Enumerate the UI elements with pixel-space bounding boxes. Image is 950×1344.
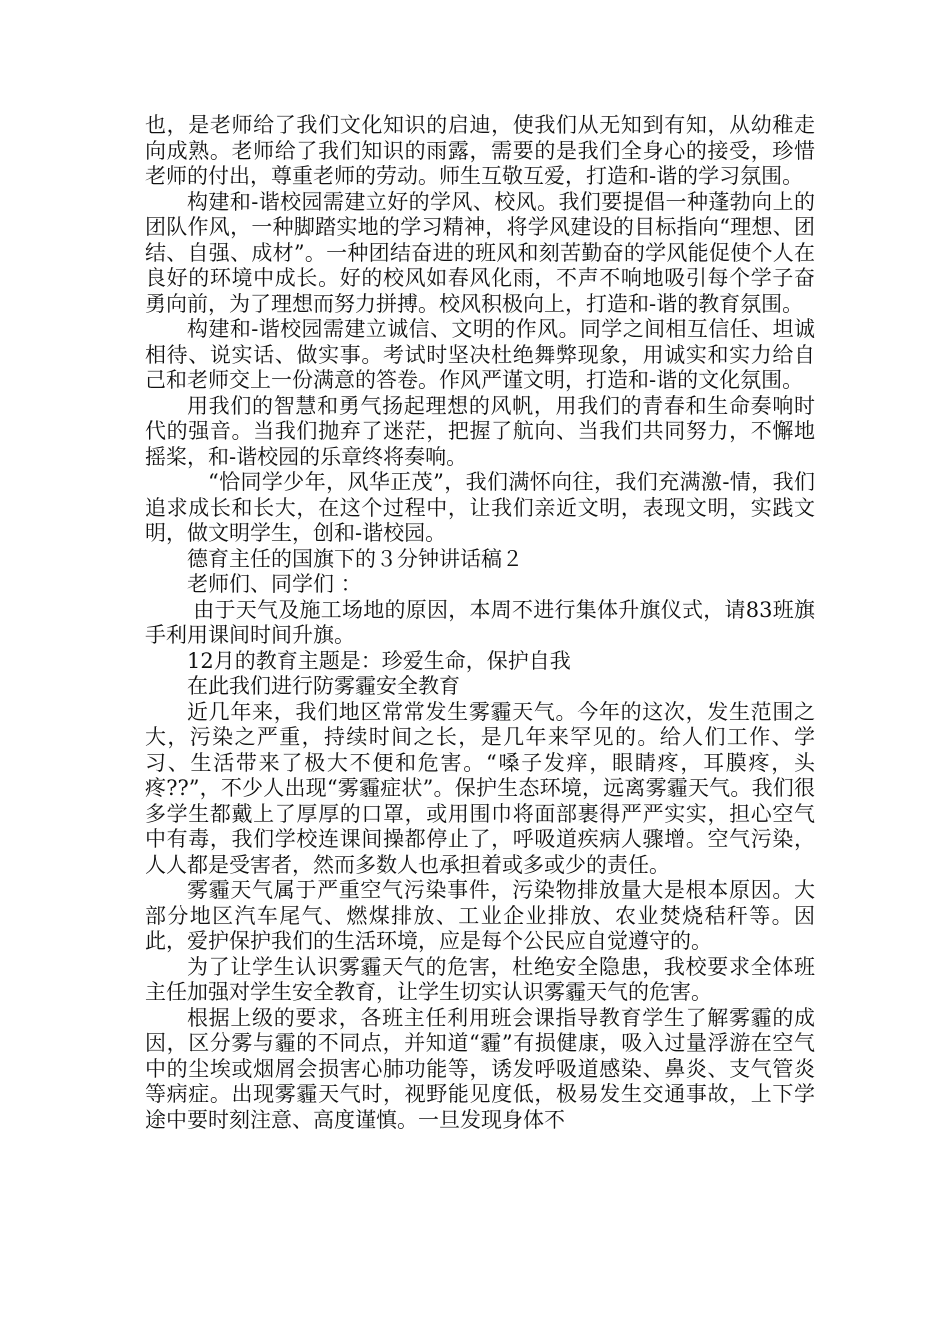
paragraph-class-guidance: 根据上级的要求，各班主任利用班会课指导教育学生了解雾霾的成因，区分雾与霾的不同点，并知道“霾”有损健康，吸入过量浮游在空气中的尘埃或烟屑会损害心肺功能等，诱发呼吸道感染、鼻炎、支气管炎等病症。出现雾霾天气时，视野能见度低，极易发生交通事故，上下学途中要时刻注意、高度谨慎。一旦发现身体不	[145, 1005, 815, 1132]
paragraph-study-style: 构建和-谐校园需建立好的学风、校风。我们要提倡一种蓬勃向上的团队作风，一种脚踏实地的学习精神，将学风建设的目标指向“理想、团结、自强、成材”。一种团结奋进的班风和刻苦勤奋的学风能促使个人在良好的环境中成长。好的校风如春风化雨，不声不响地吸引每个学子奋勇向前，为了理想而努力拼搏。校风积极向上，打造和-谐的教育氛围。	[145, 189, 815, 316]
paragraph-education-theme: 12月的教育主题是：珍爱生命，保护自我	[187, 648, 571, 673]
paragraph-youth-quote: “恰同学少年，风华正茂”，我们满怀向往，我们充满激-情，我们追求成长和长大，在这个过程中，让我们亲近文明，表现文明，实践文明，做文明学生，创和-谐校园。	[145, 470, 815, 545]
paragraph-smog-cause: 雾霾天气属于严重空气污染事件，污染物排放量大是根本原因。大部分地区汽车尾气、燃煤排放、工业企业排放、农业焚烧秸秆等。因此，爱护保护我们的生活环境，应是每个公民应自觉遵守的。	[145, 878, 815, 953]
section-title-speech-2: 德育主任的国旗下的３分钟讲话稿２	[187, 546, 523, 571]
paragraph-smog-education: 在此我们进行防雾霾安全教育	[187, 674, 460, 698]
paragraph-ideal-sail: 用我们的智慧和勇气扬起理想的风帆，用我们的青春和生命奏响时代的强音。当我们抛弃了迷茫，把握了航向、当我们共同努力，不懈地摇桨，和-谐校园的乐章终将奏响。	[145, 393, 815, 469]
paragraph-greeting: 老师们、同学们 ：	[187, 572, 362, 596]
paragraph-integrity-style: 构建和-谐校园需建立诚信、文明的作风。同学之间相互信任、坦诚相待、说实话、做实事。考试时坚决杜绝舞弊现象，用诚实和实力给自己和老师交上一份满意的答卷。作风严谨文明，打造和-谐的文化氛围。	[145, 317, 815, 392]
paragraph-teacher-enlightenment: 也，是老师给了我们文化知识的启迪，使我们从无知到有知，从幼稚走向成熟。老师给了我们知识的雨露，需要的是我们全身心的接受，珍惜老师的付出，尊重老师的劳动。师生互敬互爱，打造和-谐的学习氛围。	[145, 113, 815, 188]
paragraph-smog-weather: 近几年来，我们地区常常发生雾霾天气。今年的这次，发生范围之大，污染之严重，持续时间之长，是几年来罕见的。给人们工作、学习、生活带来了极大不便和危害。“嗓子发痒，眼睛疼，耳膜疼，头疼??”，不少人出现“雾霾症状”。保护生态环境，远离雾霾天气。我们很多学生都戴上了厚厚的口罩，或用围巾将面部裹得严严实实，担心空气中有毒，我们学校连课间操都停止了，呼吸道疾病人骤增。空气污染，人人都是受害者，然而多数人也承担着或多或少的责任。	[145, 699, 815, 877]
document-body	[145, 113, 815, 1133]
paragraph-flag-notice: 由于天气及施工场地的原因，本周不进行集体升旗仪式，请83班旗手利用课间时间升旗。	[145, 597, 815, 647]
paragraph-safety-education: 为了让学生认识雾霾天气的危害，杜绝安全隐患，我校要求全体班主任加强对学生安全教育，让学生切实认识雾霾天气的危害。	[145, 954, 815, 1004]
